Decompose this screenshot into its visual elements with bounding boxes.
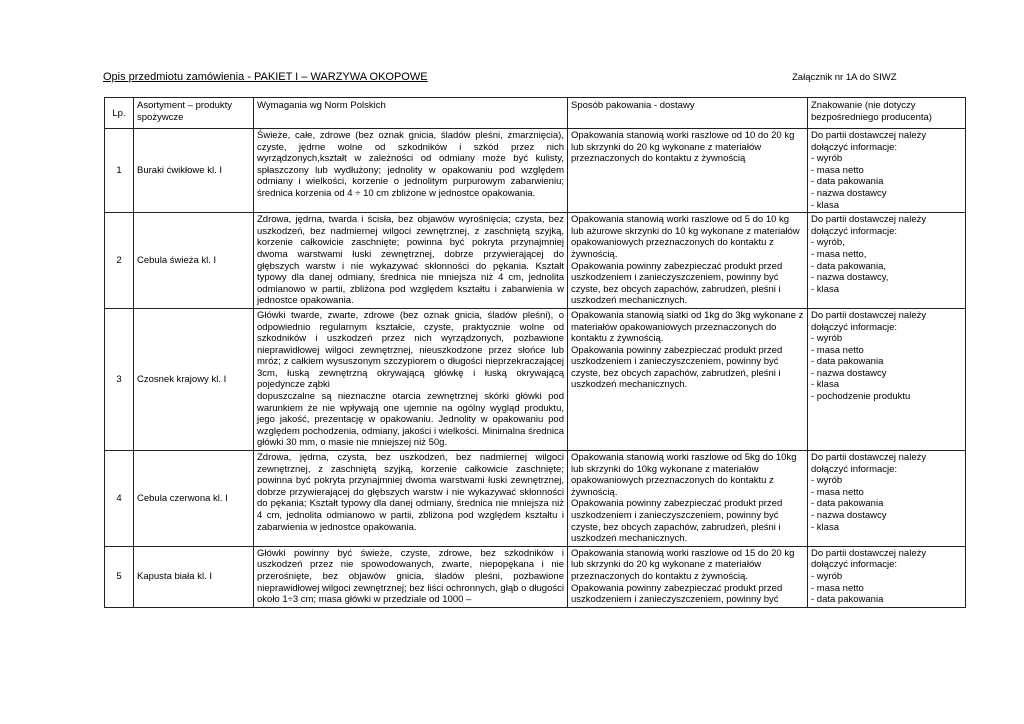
packaging-text: Opakowania stanowią worki raszlowe od 15 do 20 kg lub skrzynki do 20 kg wykonane z materiałów przeznaczonych do kontaktu z żywnością. <box>571 547 795 582</box>
packaging-cell <box>568 308 808 450</box>
packaging-text: Opakowania powinny zabezpieczać produkt przed uszkodzeniem i zanieczyszczeniem, powinny być czyste, bez obcych zapachów, zabrudzeń, pleśni i uszkodzeń mechanicznych. <box>571 260 783 307</box>
table-row <box>105 546 966 607</box>
packaging-cell <box>568 451 808 547</box>
requirements-text: Główki twarde, zwarte, zdrowe (bez oznak gnicia, śladów pleśni), o odpowiednio regularnym kształcie, czyste, praktycznie wolne od szkodników i uszkodzeń przez nich wyrządzonych, pozbawione nieprawidłowej wilgoci zewnętrznej, nieuszkodzone przez słońce lub mróz; z całkiem wysuszonym szczypiorem o długości nieprzekraczającej 3cm, łuską zewnętrzną okrywającą główkę i łuską okrywającą pojedyncze ząbki <box>257 309 564 391</box>
document-title: Opis przedmiotu zamówienia - PAKIET I – WARZYWA OKOPOWE <box>103 71 428 83</box>
requirements-table <box>104 97 966 608</box>
marking-item: - data pakowania <box>811 176 884 188</box>
marking-item: - data pakowania <box>811 594 884 606</box>
marking-item: - wyrób <box>811 153 843 165</box>
requirements-text: Zdrowa, jędrna, czysta, bez uszkodzeń, bez nadmiernej wilgoci zewnętrznej, z zaschniętą szyjką, korzenie całkowicie zaschnięte; powinna być pokryta przynajmniej dwoma warstwami łuski zewnętrznej, dobrze przywierającej do głębszych warstw i nie wykazywać skłonności do pękania; Kształt typowy dla danej odmiany, średnica nie mniejsza niż 4 cm, jednolita odmianowo w partii, zbliżona pod względem kształtu i zabarwienia w jednostce opakowania. <box>257 452 564 533</box>
marking-item: - nazwa dostawcy <box>811 510 887 521</box>
packaging-cell <box>568 213 808 309</box>
marking-cell <box>808 213 966 309</box>
header-product: Asortyment – produkty spożywcze <box>134 98 254 129</box>
marking-item: - wyrób, <box>811 237 845 249</box>
marking-item: - masa netto <box>811 164 864 176</box>
packaging-text: Opakowania stanowią worki raszlowe od 5kg do 10kg lub skrzynki do 10kg wykonane z materiałów opakowaniowych przeznaczonych do kontaktu z żywnością. <box>571 452 797 498</box>
marking-item: Do partii dostawczej należy dołączyć informacje: <box>811 547 927 571</box>
packaging-text: Opakowania powinny zabezpieczać produkt przed uszkodzeniem i zanieczyszczeniem, powinny być czyste, bez obcych zapachów, zabrudzeń, pleśni i uszkodzeń mechanicznych. <box>571 344 783 391</box>
marking-item: - wyrób <box>811 333 843 345</box>
marking-item: - data pakowania <box>811 498 884 510</box>
marking-item: - nazwa dostawcy <box>811 367 887 379</box>
row-number: 4 <box>105 451 134 547</box>
requirements-text: Świeże, całe, zdrowe (bez oznak gnicia, śladów pleśni, zmarznięcia), czyste, jędrne wolne od szkodników i szkód przez nich wyrządzonych,kształt w zależności od odmiany może być kulisty, spłaszczony lub wydłużony; jednolity w opakowaniu pod względem odmiany i wielkości, korzenie o jednolitym purpurowym zabarwieniu; średnica korzenia od 4 ÷ 10 cm zbliżone w jednostce opakowania. <box>257 130 564 199</box>
product-name: Cebula czerwona kl. I <box>134 451 254 547</box>
marking-item: - klasa <box>811 283 839 295</box>
marking-item: - masa netto <box>811 344 864 356</box>
row-number: 3 <box>105 308 134 450</box>
packaging-text: Opakowania powinny zabezpieczać produkt przed uszkodzeniem i zanieczyszczeniem, powinny być <box>571 582 783 606</box>
marking-list <box>811 548 962 606</box>
table-row <box>105 213 966 309</box>
table-body <box>105 129 966 608</box>
header-requirements: Wymagania wg Norm Polskich <box>254 98 568 129</box>
marking-item: Do partii dostawczej należy dołączyć informacje: <box>811 130 927 153</box>
packaging-cell <box>568 129 808 213</box>
marking-item: - nazwa dostawcy <box>811 187 887 199</box>
requirements-cell <box>254 451 568 547</box>
marking-item: - data pakowania, <box>811 260 886 272</box>
header-marking: Znakowanie (nie dotyczy bezpośredniego producenta) <box>808 98 966 129</box>
table-row <box>105 308 966 450</box>
marking-item: - klasa <box>811 379 839 391</box>
product-name: Czosnek krajowy kl. I <box>134 308 254 450</box>
marking-cell <box>808 451 966 547</box>
product-name: Kapusta biała kl. I <box>134 546 254 607</box>
table-row <box>105 451 966 547</box>
marking-item: - masa netto, <box>811 248 867 260</box>
product-name: Buraki ćwikłowe kl. I <box>134 129 254 213</box>
marking-item: Do partii dostawczej należy dołączyć informacje: <box>811 214 927 237</box>
requirements-cell <box>254 213 568 309</box>
packaging-text: Opakowania stanowią siatki od 1kg do 3kg wykonane z materiałów opakowaniowych przeznaczonych do kontaktu z żywnością. <box>571 309 804 345</box>
row-number: 5 <box>105 546 134 607</box>
packaging-cell <box>568 546 808 607</box>
row-number: 2 <box>105 213 134 309</box>
packaging-text: Opakowania stanowią worki raszlowe od 10 do 20 kg lub skrzynki do 20 kg wykonane z materiałów przeznaczonych do kontaktu z żywnością <box>571 130 795 165</box>
marking-item: - pochodzenie produktu <box>811 391 911 403</box>
table-header-row <box>105 98 966 129</box>
header-packaging: Sposób pakowania - dostawy <box>568 98 808 129</box>
header-lp: Lp. <box>105 98 134 129</box>
annex-label: Załącznik nr 1A do SIWZ <box>792 72 897 83</box>
marking-item: - wyrób <box>811 570 843 582</box>
packaging-text: Opakowania stanowią worki raszlowe od 5 do 10 kg lub ażurowe skrzynki do 10 kg wykonane z materiałów opakowaniowych przeznaczonych do kontaktu z żywnością. <box>571 214 800 260</box>
marking-item: - klasa <box>811 521 839 533</box>
requirements-cell <box>254 308 568 450</box>
marking-list <box>811 214 962 295</box>
requirements-cell <box>254 546 568 607</box>
marking-item: Do partii dostawczej należy dołączyć informacje: <box>811 309 927 333</box>
marking-list <box>811 310 962 403</box>
marking-list <box>811 130 962 211</box>
marking-list <box>811 452 962 533</box>
table-row <box>105 129 966 213</box>
marking-item: - masa netto <box>811 486 864 498</box>
row-number: 1 <box>105 129 134 213</box>
marking-item: - wyrób <box>811 475 843 487</box>
product-name: Cebula świeża kl. I <box>134 213 254 309</box>
requirements-text: Zdrowa, jędrna, twarda i ścisła, bez objawów wyrośnięcia; czysta, bez uszkodzeń, bez nadmiernej wilgoci zewnętrznej, z zaschniętą szyjką, korzenie całkowicie zaschnięte; powinna być pokryta przynajmniej dwoma warstwami łuski zewnętrznej, dobrze przywierającej do głębszych warstw i nie wykazywać skłonności do pękania. Kształt typowy dla danej odmiany, średnica nie mniejsza niż 4 cm, jednolita odmianowo w partii, zbliżona pod względem kształtu i zabarwienia w jednostce opakowania. <box>257 214 564 307</box>
marking-cell <box>808 308 966 450</box>
marking-item: - klasa <box>811 199 839 211</box>
requirements-cell <box>254 129 568 213</box>
marking-item: - data pakowania <box>811 356 884 368</box>
marking-cell <box>808 129 966 213</box>
marking-item: - masa netto <box>811 582 864 594</box>
marking-item: Do partii dostawczej należy dołączyć informacje: <box>811 452 927 475</box>
marking-cell <box>808 546 966 607</box>
packaging-text: Opakowania powinny zabezpieczać produkt przed uszkodzeniem i zanieczyszczeniem, powinny być czyste, bez obcych zapachów, zabrudzeń, pleśni i uszkodzeń mechanicznych. <box>571 498 783 545</box>
marking-item: - nazwa dostawcy, <box>811 272 889 284</box>
requirements-text: dopuszczalne są nieznaczne otarcia zewnętrznej skórki główki pod warunkiem że nie wpływają one ujemnie na ogólny wygląd produktu, jego jakość, prezentację w opakowaniu. Jednolity w opakowaniu pod względem pochodzenia, odmiany, jakości i wielkości. Minimalna średnica główki 30 mm, o masie nie mniejszej niż 50g. <box>257 391 564 449</box>
requirements-text: Główki powinny być świeże, czyste, zdrowe, bez szkodników i uszkodzeń przez nie spowodowanych, zwarte, niepopękana i nie przerośnięte, bez objawów gnicia, śladów pleśni, pozbawione nieprawidłowej wilgoci zewnętrznej; bez liści ochronnych, głąb o długości około 1÷3 cm; masa główki w przedziale od 1000 – <box>257 547 564 606</box>
